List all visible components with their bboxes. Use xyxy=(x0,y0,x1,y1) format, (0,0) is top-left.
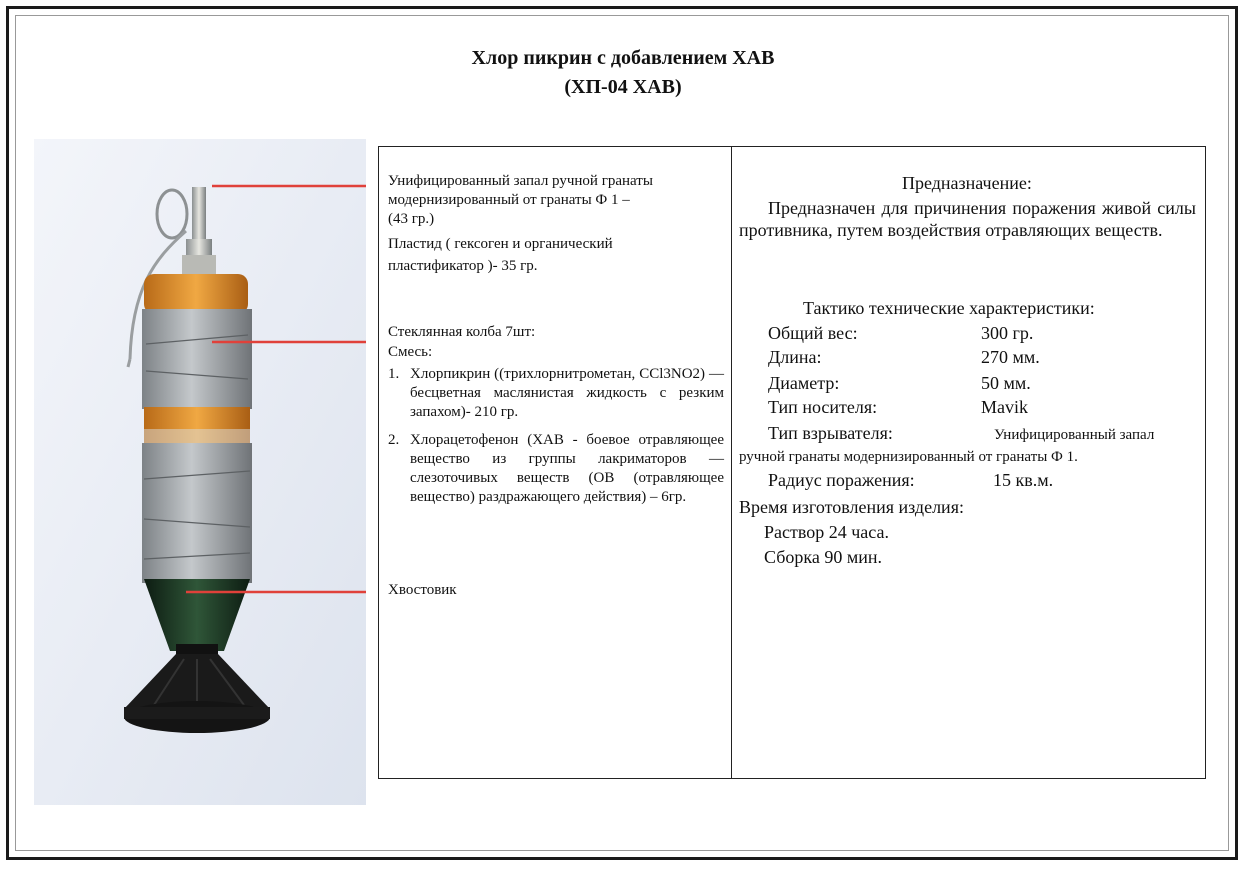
spec-carrier-value: Mavik xyxy=(981,397,1028,417)
mix-item-2-number: 2. xyxy=(388,432,400,448)
spec-diameter-label: Диаметр: xyxy=(768,373,840,393)
time-solution: Раствор 24 часа. xyxy=(764,522,889,542)
plastid-line-2: пластификатор )- 35 гр. xyxy=(388,258,538,274)
table-divider xyxy=(731,146,732,779)
document-title: Хлор пикрин с добавлением ХАВ xyxy=(471,47,775,69)
purpose-heading: Предназначение: xyxy=(902,173,1032,193)
device-photo xyxy=(34,139,366,805)
spec-fuse-type-value-1: Унифицированный запал xyxy=(994,427,1155,443)
fuse-line-3: (43 гр.) xyxy=(388,211,435,227)
spec-length-label: Длина: xyxy=(768,347,822,367)
spec-fuse-type-value-2: ручной гранаты модернизированный от гранаты Ф 1. xyxy=(739,449,1078,465)
spec-radius-value: 15 кв.м. xyxy=(993,470,1054,490)
flask-label: Стеклянная колба 7шт: xyxy=(388,324,536,340)
plastid-line-1: Пластид ( гексоген и органический xyxy=(388,236,613,252)
mix-item-2 xyxy=(388,431,724,507)
mix-item-1-text: Хлорпикрин ((трихлорнитрометан, CCl3NO2) — бесцветная маслянистая жидкость с резким запахом)- 210 гр. xyxy=(410,366,724,420)
spec-carrier-label: Тип носителя: xyxy=(768,397,878,417)
fuse-line-1: Унифицированный запал ручной гранаты xyxy=(388,173,653,189)
spec-length-value: 270 мм. xyxy=(981,347,1040,367)
spec-diameter-value: 50 мм. xyxy=(981,373,1031,393)
spec-fuse-type-label: Тип взрывателя: xyxy=(768,423,893,443)
tail-label: Хвостовик xyxy=(388,582,457,598)
mix-label: Смесь: xyxy=(388,344,433,360)
mix-item-2-text: Хлорацетофенон (ХАВ - боевое отравляющее вещество из группы лакриматоров — слезоточивых веществ (ОВ (отравляющее вещество) раздражающего действия) – 6гр. xyxy=(410,432,724,505)
time-heading: Время изготовления изделия: xyxy=(739,497,964,517)
time-assembly: Сборка 90 мин. xyxy=(764,547,883,567)
document-subtitle: (ХП-04 ХАВ) xyxy=(564,76,682,98)
spec-radius-label: Радиус поражения: xyxy=(768,470,915,490)
purpose-text: Предназначен для причинения поражения живой силы противника, путем воздействия отравляющих веществ. xyxy=(739,198,1196,240)
mix-item-1 xyxy=(388,365,724,422)
fuse-line-2: модернизированный от гранаты Ф 1 – xyxy=(388,192,630,208)
mix-item-1-number: 1. xyxy=(388,366,400,382)
spec-weight-value: 300 гр. xyxy=(981,323,1034,343)
spec-weight-label: Общий вес: xyxy=(768,323,858,343)
tth-heading: Тактико технические характеристики: xyxy=(803,298,1095,318)
